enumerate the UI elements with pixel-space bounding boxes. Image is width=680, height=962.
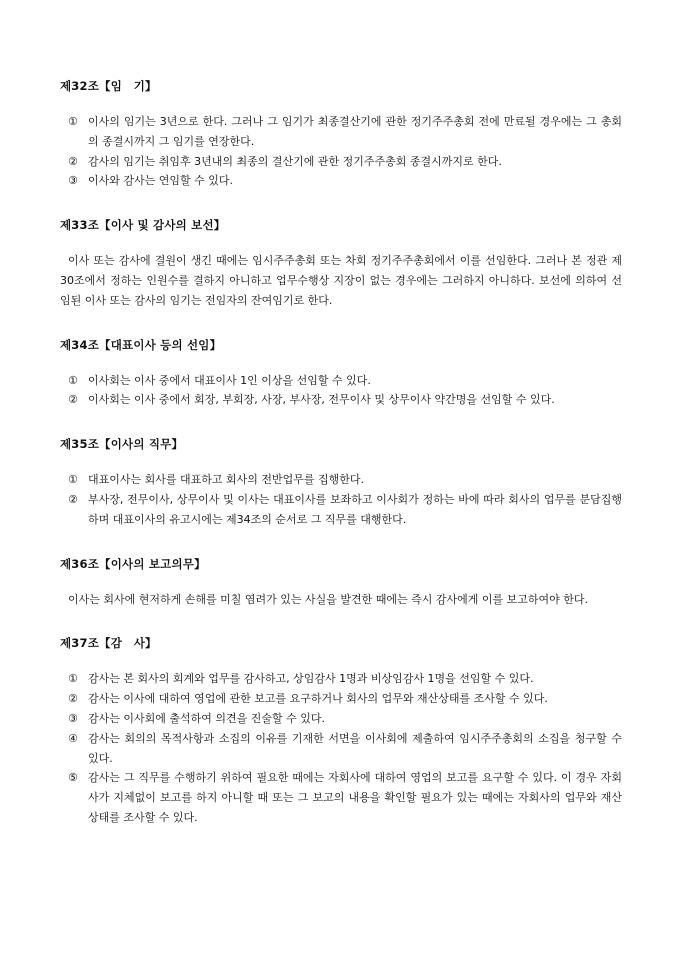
article-heading: 제37조【감 사】 — [60, 636, 157, 651]
clause-number: ② — [68, 692, 78, 706]
clause-item — [60, 171, 622, 191]
clause-item — [60, 152, 622, 172]
clause-number: ⑤ — [68, 771, 78, 785]
article-heading: 제35조【이사의 직무】 — [60, 437, 184, 452]
clause-list — [60, 112, 622, 191]
clause-text: 대표이사는 회사를 대표하고 회사의 전반업무를 집행한다. — [88, 473, 365, 487]
clause-number: ② — [68, 492, 78, 506]
clause-text: 감사는 그 직무를 수행하기 위하여 필요한 때에는 자회사에 대하여 영업의 보고를 요구할 수 있다. 이 경우 자회사가 지체없이 보고를 하지 아니할 때 또는 그 보고의 내용을 확인할 필요가 있는 때에는 자회사의 업무와 재산상태를 조사할 수 있다. — [88, 771, 622, 824]
clause-item — [60, 112, 622, 152]
article-heading: 제34조【대표이사 등의 선임】 — [60, 337, 222, 352]
clause-item — [60, 709, 622, 729]
clause-text: 감사는 회의의 목적사항과 소집의 이유를 기재한 서면을 이사회에 제출하여 임시주주총회의 소집을 청구할 수 있다. — [88, 731, 622, 765]
clause-number: ④ — [68, 731, 78, 745]
clause-text: 이사의 임기는 3년으로 한다. 그러나 그 임기가 최종결산기에 관한 정기주주총회 전에 만료될 경우에는 그 총회의 종결시까지 그 임기를 연장한다. — [88, 115, 622, 148]
clause-number: ② — [68, 393, 78, 407]
clause-item — [60, 729, 622, 769]
clause-item — [60, 490, 622, 530]
clause-number: ③ — [68, 711, 78, 725]
clause-list — [60, 371, 622, 411]
clause-item — [60, 669, 622, 689]
article-heading: 제32조【임 기】 — [60, 79, 157, 93]
article-33 — [60, 217, 622, 310]
article-36 — [60, 556, 622, 610]
article-34 — [60, 337, 622, 411]
article-32 — [60, 78, 622, 191]
clause-number: ① — [68, 115, 78, 128]
article-37 — [60, 635, 622, 827]
clause-number: ① — [68, 373, 78, 387]
clause-number: ③ — [68, 174, 78, 188]
article-paragraph: 이사는 회사에 현저하게 손해를 미칠 염려가 있는 사실을 발견한 때에는 즉시 감사에게 이를 보고하여야 한다. — [68, 592, 588, 606]
clause-item — [60, 371, 622, 391]
clause-text: 감사는 본 회사의 회계와 업무를 감사하고, 상임감사 1명과 비상임감사 1명을 선임할 수 있다. — [88, 672, 534, 686]
article-paragraph: 이사 또는 감사에 결원이 생긴 때에는 임시주주총회 또는 차회 정기주주총회에서 이를 선임한다. 그러나 본 정관 제30조에서 정하는 인원수를 결하지 아니하고 업무수행상 지장이 없는 경우에는 그러하지 아니하다. 보선에 의하여 선임된 이사 또는 감사의 임기는 전임자의 잔여임기로 한다. — [60, 254, 622, 307]
article-35 — [60, 436, 622, 529]
clause-text: 이사회는 이사 중에서 대표이사 1인 이상을 선임할 수 있다. — [88, 373, 371, 387]
clause-list — [60, 669, 622, 827]
article-heading: 제33조【이사 및 감사의 보선】 — [60, 218, 226, 233]
clause-number: ② — [68, 154, 78, 168]
clause-text: 감사의 임기는 취임후 3년내의 최종의 결산기에 관한 정기주주총회 종결시까지로 한다. — [88, 154, 502, 168]
clause-text: 부사장, 전무이사, 상무이사 및 이사는 대표이사를 보좌하고 이사회가 정하는 바에 따라 회사의 업무를 분담집행하며 대표이사의 유고시에는 제34조의 순서로 그 직무를 대행한다. — [88, 492, 622, 526]
clause-item — [60, 768, 622, 827]
articles-of-incorporation — [60, 78, 622, 854]
clause-item — [60, 390, 622, 410]
clause-item — [60, 470, 622, 490]
clause-text: 이사회는 이사 중에서 회장, 부회장, 사장, 부사장, 전무이사 및 상무이사 약간명을 선임할 수 있다. — [88, 393, 555, 407]
clause-item — [60, 689, 622, 709]
article-heading: 제36조【이사의 보고의무】 — [60, 556, 206, 571]
clause-text: 이사와 감사는 연임할 수 있다. — [88, 174, 233, 188]
clause-number: ① — [68, 473, 78, 487]
clause-list — [60, 470, 622, 529]
clause-text: 감사는 이사에 대하여 영업에 관한 보고를 요구하거나 회사의 업무와 재산상태를 조사할 수 있다. — [88, 692, 548, 706]
clause-text: 감사는 이사회에 출석하여 의견을 진술할 수 있다. — [88, 711, 325, 725]
clause-number: ① — [68, 672, 78, 686]
